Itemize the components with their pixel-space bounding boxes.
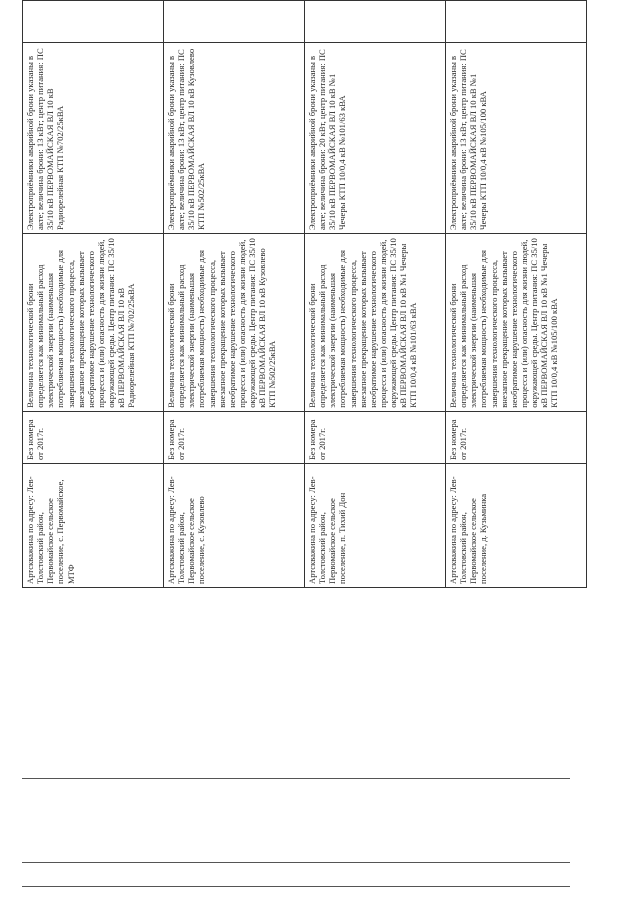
address-cell: Артскважина по адресу: Лев-Толстовский район, Первомайское сельское поселение, д. Кузьминка: [446, 464, 587, 588]
document-number-cell: Без номера от 2017г.: [164, 411, 305, 463]
table-row: [305, 1, 446, 588]
table-row: [23, 1, 164, 588]
act-cell: Электроприёмники аварийной брони указаны в акте; величина брони: 20 кВт, центр питания: ПС 35/10 кВ ПЕРВОМАЙСКАЯ ВЛ 10 кВ №1 Чечеры КТП 10/0,4 кВ №101/63 кВА: [305, 43, 446, 234]
divider-line: [22, 778, 570, 779]
empty-cell: [305, 1, 446, 43]
justification-cell: Величина технологической брони определяется как минимальный расход электрической энергии (наименьшая потребляемая мощность) необходимые для завершения технологического процесса, внезапное прекращение которых вызывает необратимое нарушение технологического процесса и (или) опасность для жизни людей, окружающей среды. Центр питания: ПС 35/10 кВ ПЕРВОМАЙСКАЯ ВЛ 10 кВ Кузовлево КТП №502/25кВА: [164, 233, 305, 411]
act-cell: Электроприёмники аварийной брони указаны в акте; величина брони: 13 кВт, центр питания: ПС 35/10 кВ ПЕРВОМАЙСКАЯ ВЛ 10 кВ Кузовлево КТП №502/25кВА: [164, 43, 305, 234]
empty-cell: [446, 1, 587, 43]
document-number-cell: Без номера от 2017г.: [446, 411, 587, 463]
divider-line: [22, 862, 570, 863]
address-cell: Артскважина по адресу: Лев-Толстовский район, Первомайское сельское поселение, п. Тихий Дон: [305, 464, 446, 588]
reserve-table: [22, 0, 587, 588]
table-row: [446, 1, 587, 588]
act-cell: Электроприёмники аварийной брони указаны в акте; величина брони: 13 кВт; центр питания: ПС 35/10 кВ ПЕРВОМАЙСКАЯ ВЛ 10 кВ Радиорелейная КТП №702/25кВА: [23, 43, 164, 234]
divider-line: [22, 886, 570, 887]
empty-cell: [164, 1, 305, 43]
justification-cell: Величина технологической брони определяется как минимальный расход электрической энергии (наименьшая потребляемая мощность) необходимые для завершения технологического процесса, внезапное прекращение которых вызывает необратимое нарушение технологического процесса и (или) опасность для жизни людей, окружающей среды. Центр питания: ПС 35/10 кВ ПЕРВОМАЙСКАЯ ВЛ 10 кВ №1 Чечеры КТП 10/0,4 кВ №101/63 кВА: [305, 233, 446, 411]
document-number-cell: Без номера от 2017г.: [305, 411, 446, 463]
act-cell: Электроприёмники аварийной брони указаны в акте; величина брони: 13 кВт, центр питания: ПС 35/10 кВ ПЕРВОМАЙСКАЯ ВЛ 10 кВ №1 Чечеры КТП 10/0,4 кВ №105/100 кВА: [446, 43, 587, 234]
address-cell: Артскважина по адресу: Лев-Толстовский район, Первомайское сельское поселение, с. Кузовлево: [164, 464, 305, 588]
justification-cell: Величина технологической брони определяется как минимальный расход электрической энергии (наименьшая потребляемая мощность) необходимые для завершения технологического процесса, внезапное прекращение которых вызывает необратимое нарушение технологического процесса и (или) опасность для жизни людей, окружающей среды. Центр питания: ПС 35/10 кВ ПЕРВОМАЙСКАЯ ВЛ 10 кВ Радиорелейная КТП №702/25кВА: [23, 233, 164, 411]
empty-cell: [23, 1, 164, 43]
address-cell: Артскважина по адресу: Лев-Толстовский район, Первомайское сельское поселение, с. Первомайское, МТФ: [23, 464, 164, 588]
document-number-cell: Без номера от 2017г.: [23, 411, 164, 463]
justification-cell: Величина технологической брони определяется как минимальный расход электрической энергии (наименьшая потребляемая мощность) необходимые для завершения технологического процесса, внезапное прекращение которых вызывает необратимое нарушение технологического процесса и (или) опасность для жизни людей, окружающей среды. Центр питания: ПС 35/10 кВ ПЕРВОМАЙСКАЯ ВЛ 10 кВ №1 Чечеры КТП 10/0,4 кВ №105/100 кВА: [446, 233, 587, 411]
table-row: [164, 1, 305, 588]
